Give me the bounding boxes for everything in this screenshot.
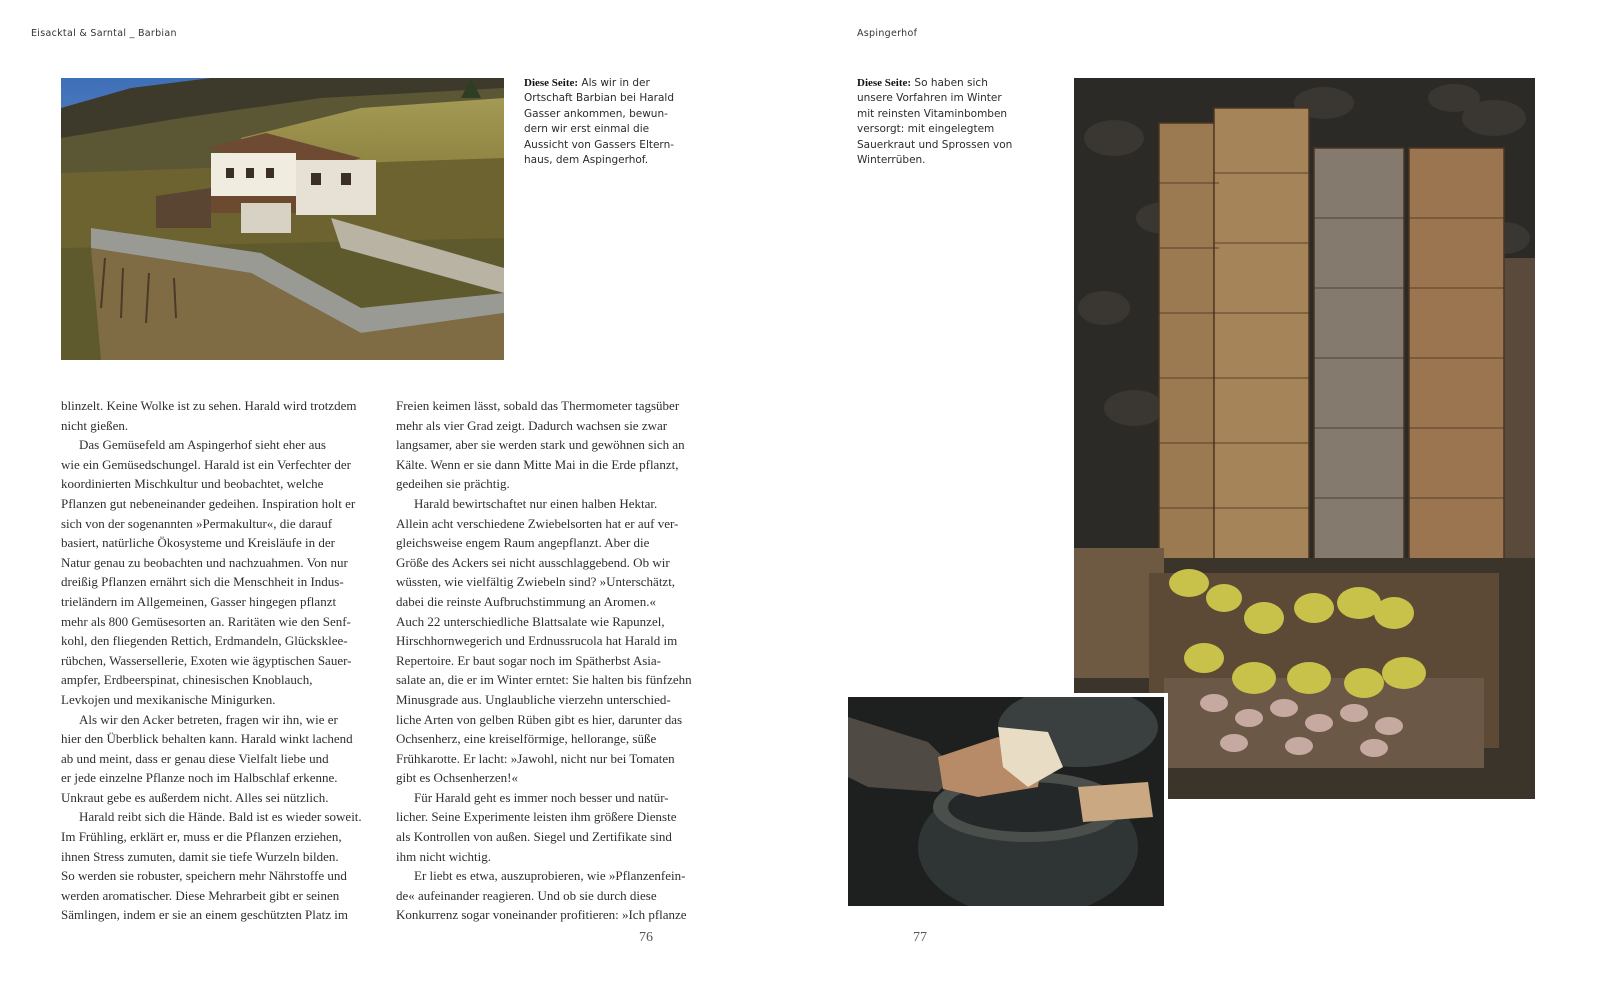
text-line: wüssten, wie vielfältig Zwiebeln sind? »Unterschätzt, bbox=[396, 574, 676, 590]
caption-line: So haben sich bbox=[914, 77, 988, 89]
caption-line: Winterrüben. bbox=[857, 154, 926, 167]
text-line: Konkurrenz sogar voneinander profitieren: »Ich pflanze bbox=[396, 907, 687, 923]
text-line: als Kontrollen von außen. Siegel und Zertifikate sind bbox=[396, 829, 672, 845]
text-line: kohl, den fliegenden Rettich, Erdmandeln, Glücksklee- bbox=[61, 633, 348, 649]
caption-line: dern wir erst einmal die bbox=[524, 123, 650, 136]
page-number-left: 76 bbox=[639, 930, 653, 945]
text-line: ampfer, Erdbeerspinat, chinesischen Knoblauch, bbox=[61, 672, 313, 688]
text-line: Das Gemüsefeld am Aspingerhof sieht eher aus bbox=[79, 437, 326, 453]
text-line: Natur genau zu beobachten und nachzuahmen. Von nur bbox=[61, 554, 348, 570]
text-column-1 bbox=[61, 396, 391, 925]
text-line: gedeihen sie prächtig. bbox=[396, 476, 510, 492]
text-line: werden aromatischer. Diese Mehrarbeit gibt er seinen bbox=[61, 887, 340, 903]
caption-right bbox=[857, 76, 1027, 168]
caption-line: Als wir in der bbox=[581, 77, 650, 89]
page-number-right: 77 bbox=[913, 930, 927, 945]
text-column-2 bbox=[396, 396, 726, 925]
text-line: Als wir den Acker betreten, fragen wir ihn, wie er bbox=[79, 711, 338, 727]
text-line: rübchen, Wassersellerie, Exoten wie ägyptischen Sauer- bbox=[61, 652, 352, 668]
text-line: Minusgrade aus. Unglaubliche vierzehn unterschied- bbox=[396, 691, 671, 707]
text-line: ab und meint, dass er genau diese Vielfalt liebe und bbox=[61, 750, 329, 766]
caption-lead: Diese Seite: bbox=[524, 77, 579, 89]
crates-photo bbox=[1074, 78, 1535, 799]
text-line: ihm nicht wichtig. bbox=[396, 848, 491, 864]
caption-line: Sauerkraut und Sprossen von bbox=[857, 138, 1013, 151]
text-line: Frühkarotte. Er lacht: »Jawohl, nicht nur bei Tomaten bbox=[396, 750, 675, 766]
text-line: Ochsenherz, eine kreiselförmige, hellorange, süße bbox=[396, 731, 657, 747]
text-line: salate an, die er im Winter erntet: Sie halten bis fünfzehn bbox=[396, 672, 692, 688]
text-line: wie ein Gemüsedschungel. Harald ist ein Verfechter der bbox=[61, 456, 351, 472]
text-line: Harald bewirtschaftet nur einen halben Hektar. bbox=[414, 495, 658, 511]
text-line: basiert, natürliche Ökosysteme und Kreisläufe in der bbox=[61, 535, 335, 551]
farmhouse-photo bbox=[61, 78, 504, 360]
text-line: Repertoire. Er baut sogar noch im Spätherbst Asia- bbox=[396, 652, 661, 668]
caption-line: mit reinsten Vitaminbomben bbox=[857, 107, 1008, 120]
text-line: dreißig Pflanzen ernährt sich die Menschheit in Indus- bbox=[61, 574, 344, 590]
caption-lead: Diese Seite: bbox=[857, 77, 912, 89]
text-line: Für Harald geht es immer noch besser und natür- bbox=[414, 789, 669, 805]
text-line: nicht gießen. bbox=[61, 417, 129, 433]
text-line: Levkojen und mexikanische Minigurken. bbox=[61, 691, 276, 707]
caption-line: haus, dem Aspingerhof. bbox=[524, 154, 649, 167]
caption-line: Aussicht von Gassers Eltern- bbox=[524, 138, 675, 151]
sauerkraut-photo bbox=[848, 697, 1164, 906]
text-line: Pflanzen gut nebeneinander gedeihen. Inspiration holt er bbox=[61, 495, 356, 511]
text-line: Hirschhornwegerich und Erdnussrucola hat Harald im bbox=[396, 633, 678, 649]
text-line: blinzelt. Keine Wolke ist zu sehen. Harald wird trotzdem bbox=[61, 398, 357, 413]
text-line: dabei die reinste Aufbruchstimmung an Aromen.« bbox=[396, 593, 656, 609]
text-line: sich von der sogenannten »Permakultur«, die darauf bbox=[61, 515, 333, 531]
text-line: de« aufeinander reagieren. Und ob sie durch diese bbox=[396, 887, 657, 903]
running-head-right: Aspingerhof bbox=[857, 28, 918, 39]
running-head-left: Eisacktal & Sarntal _ Barbian bbox=[31, 28, 177, 39]
text-line: trieländern im Allgemeinen, Gasser hingegen pflanzt bbox=[61, 593, 337, 609]
text-line: koordinierten Mischkultur und beobachtet, welche bbox=[61, 476, 324, 492]
text-line: Unkraut gebe es außerdem nicht. Alles sei nützlich. bbox=[61, 789, 329, 805]
text-line: mehr als vier Grad zeigt. Dadurch wachsen sie zwar bbox=[396, 417, 668, 433]
text-line: gleichsweise engem Raum angepflanzt. Aber die bbox=[396, 535, 650, 551]
text-line: langsamer, aber sie werden stark und gewöhnen sich an bbox=[396, 437, 685, 453]
text-line: Auch 22 unterschiedliche Blattsalate wie Rapunzel, bbox=[396, 613, 665, 629]
text-line: liche Arten von gelben Rüben gibt es hier, darunter das bbox=[396, 711, 683, 727]
text-line: Harald reibt sich die Hände. Bald ist es wieder soweit. bbox=[79, 809, 362, 825]
caption-line: unsere Vorfahren im Winter bbox=[857, 92, 1002, 105]
text-line: Größe des Ackers sei nicht ausschlaggebend. Ob wir bbox=[396, 554, 670, 570]
text-line: licher. Seine Experimente leisten ihm größere Dienste bbox=[396, 809, 677, 825]
text-line: Im Frühling, erklärt er, muss er die Pflanzen erziehen, bbox=[61, 829, 342, 845]
text-line: Sämlingen, indem er sie an einem geschützten Platz im bbox=[61, 907, 349, 923]
text-line: er jede einzelne Pflanze noch im Halbschlaf erkenne. bbox=[61, 770, 338, 786]
caption-left bbox=[524, 76, 694, 168]
caption-line: versorgt: mit eingelegtem bbox=[857, 123, 995, 136]
text-line: hier den Überblick behalten kann. Harald winkt lachend bbox=[61, 731, 353, 747]
text-line: ihnen Stress zumuten, damit sie tiefe Wurzeln bilden. bbox=[61, 848, 339, 864]
caption-line: Gasser ankommen, bewun- bbox=[524, 107, 668, 120]
text-line: Allein acht verschiedene Zwiebelsorten hat er auf ver- bbox=[396, 515, 679, 531]
text-line: mehr als 800 Gemüsesorten an. Raritäten wie den Senf- bbox=[61, 613, 351, 629]
text-line: Kälte. Wenn er sie dann Mitte Mai in die Erde pflanzt, bbox=[396, 456, 679, 472]
caption-line: Ortschaft Barbian bei Harald bbox=[524, 92, 675, 105]
text-line: Er liebt es etwa, auszuprobieren, wie »Pflanzenfein- bbox=[414, 868, 686, 884]
text-line: gibt es Ochsenherzen!« bbox=[396, 770, 519, 786]
text-line: So werden sie robuster, speichern mehr Nährstoffe und bbox=[61, 868, 347, 884]
text-line: Freien keimen lässt, sobald das Thermometer tagsüber bbox=[396, 398, 680, 413]
